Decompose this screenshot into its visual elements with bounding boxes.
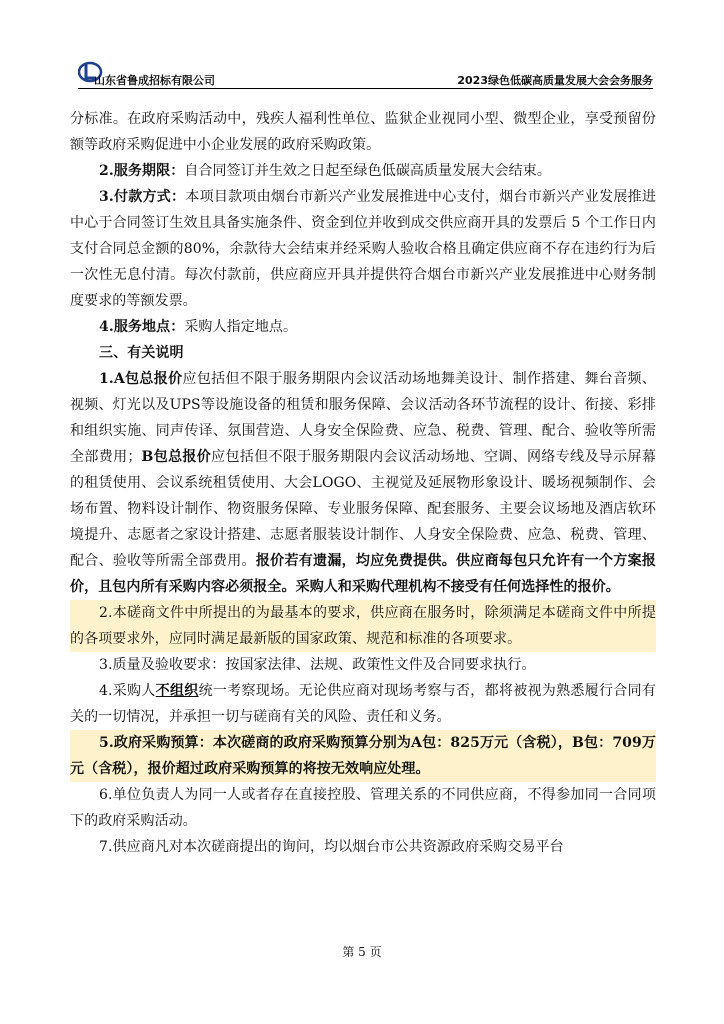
document-body xyxy=(70,106,656,860)
quotation-requirement: 报价若有遗漏，均应免费提供。供应商每包只允许有一个方案报价，且包内所有采购内容必须报全。采购人和采购代理机构不接受有任何选择性的报价。 xyxy=(70,553,656,595)
not-organize-emphasis: 不组织 xyxy=(155,683,199,699)
paragraph-1: 分标准。在政府采购活动中，残疾人福利性单位、监狱企业视同小型、微型企业，享受预留份额等政府采购促进中小企业发展的政府采购政策。 xyxy=(70,111,656,153)
note-5-budget: 5.政府采购预算：本次磋商的政府采购预算分别为A包：825万元（含税），B包：709万元（含税），报价超过政府采购预算的将按无效响应处理。 xyxy=(70,730,656,782)
project-title: 2023绿色低碳高质量发展大会会务服务 xyxy=(457,74,653,87)
service-period-label: 2.服务期限： xyxy=(99,163,185,179)
note-7: 7.供应商凡对本次磋商提出的询问，均以烟台市公共资源政府采购交易平台 xyxy=(99,839,564,855)
note-3: 3.质量及验收要求：按国家法律、法规、政策性文件及合同要求执行。 xyxy=(99,657,536,673)
paragraph-service-period xyxy=(70,158,656,184)
package-a-text: 应包括但不限于服务期限内会议活动场地舞美设计、制作搭建、舞台音频、视频、灯光以及UPS等设施设备的租赁和服务保障、会议活动各环节流程的设计、衔接、彩排和组织实施、同声传译、氛围营造、人身安全保险费、应急、税费、管理、配合、验收等所需全部费用； xyxy=(70,371,656,465)
package-b-label: B包总报价 xyxy=(141,449,212,465)
service-period-text: 自合同签订并生效之日起至绿色低碳高质量发展大会结束。 xyxy=(184,163,551,179)
payment-label: 3.付款方式： xyxy=(99,189,186,205)
paragraph-service-location xyxy=(70,314,656,340)
note-2: 2.本磋商文件中所提出的为最基本的要求，供应商在服务时，除须满足本磋商文件中所提的各项要求外，应同时满足最新版的国家政策、规范和标准的各项要求。 xyxy=(70,600,656,652)
page-header xyxy=(78,58,653,89)
note-1 xyxy=(70,366,656,600)
package-a-label: 1.A包总报价 xyxy=(99,371,183,387)
payment-text: 本项目款项由烟台市新兴产业发展推进中心支付，烟台市新兴产业发展推进中心于合同签订生效且具备实施条件、资金到位并收到成交供应商开具的发票后 5 个工作日内支付合同总金额的80%，余款待大会结束并经采购人验收合格且确定供应商不存在违约行为后一次性无息付清。每次付款前，供应商应开具并提供符合烟台市新兴产业发展推进中心财务制度要求的等额发票。 xyxy=(70,189,656,309)
service-location-text: 采购人指定地点。 xyxy=(184,319,298,335)
org-name: 山东省鲁成招标有限公司 xyxy=(94,74,215,87)
paragraph-payment xyxy=(70,184,656,314)
page-number: 第 5 页 xyxy=(342,945,382,959)
service-location-label: 4.服务地点： xyxy=(99,319,185,335)
section-heading-3: 三、有关说明 xyxy=(99,345,184,361)
note-6: 6.单位负责人为同一人或者存在直接控股、管理关系的不同供应商，不得参加同一合同项下的政府采购活动。 xyxy=(70,787,656,829)
package-b-text: 应包括但不限于服务期限内会议活动场地、空调、网络专线及导示屏幕的租赁使用、会议系统租赁使用、大会LOGO、主视觉及延展物形象设计、暖场视频制作、会场布置、物料设计制作、物资服务保障、专业服务保障、配套服务、主要会议场地及酒店软环境提升、志愿者之家设计搭建、志愿者服装设计制作、人身安全保险费、应急、税费、管理、配合、验收等所需全部费用。 xyxy=(70,449,656,569)
note-4: 4.采购人不组织统一考察现场。无论供应商对现场考察与否，都将被视为熟悉履行合同有关的一切情况，并承担一切与磋商有关的风险、责任和义务。 xyxy=(70,683,656,725)
